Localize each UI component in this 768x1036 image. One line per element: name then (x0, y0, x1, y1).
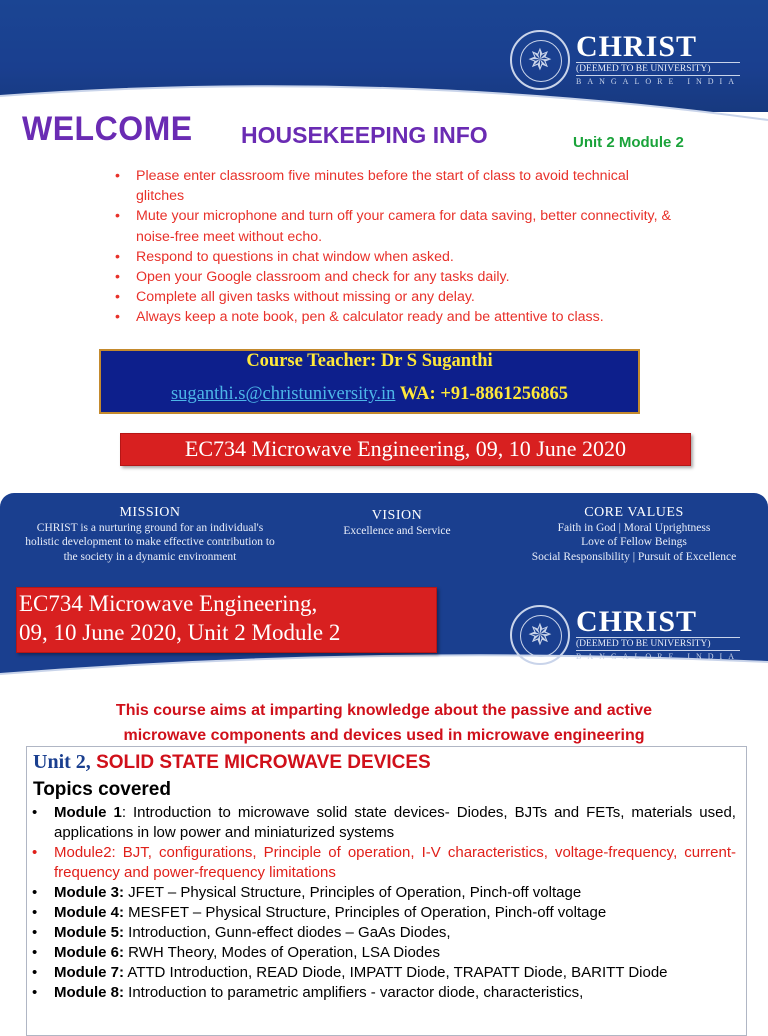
module-label: Module 4: (54, 904, 124, 921)
slide2-title-line: 09, 10 June 2020, Unit 2 Module 2 (19, 620, 341, 645)
logo-location: BANGALORE INDIA (576, 77, 740, 86)
christ-logo (510, 30, 740, 90)
module-text: MESFET – Physical Structure, Principles of Operation, Pinch-off voltage (124, 904, 607, 921)
list-item (31, 903, 736, 923)
module-text: Introduction, Gunn-effect diodes – GaAs Diodes, (124, 924, 451, 941)
list-item: • Please enter classroom five minutes before the start of class to avoid technical glitches (113, 166, 673, 206)
module-text: JFET – Physical Structure, Principles of Operation, Pinch-off voltage (124, 884, 582, 901)
module-label: Module 1 (54, 804, 122, 821)
course-teacher: Course Teacher: Dr S Suganthi (246, 351, 493, 371)
list-item: • Always keep a note book, pen & calculator ready and be attentive to class. (113, 307, 673, 327)
logo-subtitle: (DEEMED TO BE UNIVERSITY) (576, 62, 740, 76)
module-text: Module2: BJT, configurations, Principle of operation, I-V characteristics, voltage-frequency, current-frequency and power-frequency limitations (54, 844, 736, 881)
list-item (31, 883, 736, 903)
vision-text: Excellence and Service (343, 525, 451, 537)
module-label: Module 6: (54, 944, 124, 961)
mission-line: CHRIST is a nurturing ground for an individual's (36, 522, 264, 534)
teacher-whatsapp: WA: +91-8861256865 (399, 384, 569, 404)
housekeeping-list (113, 166, 673, 328)
course-aims (20, 698, 748, 748)
list-item: • Mute your microphone and turn off your camera for data saving, better connectivity, & noise-free meet without echo. (113, 206, 673, 246)
list-item (31, 943, 736, 963)
mission-line: the society in a dynamic environment (63, 550, 237, 563)
logo-location: BANGALORE INDIA (576, 652, 740, 661)
vision-heading: VISION (371, 508, 423, 523)
unit-name: SOLID STATE MICROWAVE DEVICES (90, 752, 431, 773)
course-aims-line: microwave components and devices used in microwave engineering (123, 727, 645, 744)
module-sep: : (121, 804, 126, 821)
slide2-title (19, 589, 437, 647)
list-item (31, 963, 736, 983)
module-text: Introduction to microwave solid state devices- Diodes, BJTs and FETs, materials used, applications in low power and miniaturized systems (54, 804, 736, 841)
list-item (31, 983, 736, 1003)
university-seal-icon: ✵ (510, 605, 570, 665)
unit-module-label: Unit 2 Module 2 (573, 134, 684, 151)
list-item: • Complete all given tasks without missing or any delay. (113, 287, 673, 307)
course-date-title: EC734 Microwave Engineering, 09, 10 June 2020 (184, 436, 627, 461)
unit-comma: , (85, 751, 91, 773)
teacher-contact (99, 384, 640, 405)
core-values-heading: CORE VALUES (584, 505, 684, 520)
university-seal-icon: ✵ (510, 30, 570, 90)
module-text: RWH Theory, Modes of Operation, LSA Diodes (124, 944, 440, 961)
list-item (31, 843, 736, 883)
mission-line: holistic development to make effective contribution to (25, 536, 275, 549)
list-item (31, 803, 736, 843)
logo-name: CHRIST (576, 30, 698, 63)
module-label: Module 8: (54, 984, 124, 1001)
list-item: • Respond to questions in chat window when asked. (113, 247, 673, 267)
list-item: • Open your Google classroom and check for any tasks daily. (113, 267, 673, 287)
welcome-heading: WELCOME (22, 108, 193, 148)
housekeeping-heading: HOUSEKEEPING INFO (241, 122, 488, 148)
module-label: Module 7: (54, 964, 124, 981)
unit-label: Unit 2 (33, 751, 86, 773)
slide2-title-line: EC734 Microwave Engineering, (19, 591, 318, 616)
christ-logo (510, 605, 740, 665)
module-text: Introduction to parametric amplifiers - varactor diode, characteristics, (124, 984, 584, 1001)
module-text: ATTD Introduction, READ Diode, IMPATT Diode, TRAPATT Diode, BARITT Diode (124, 964, 668, 981)
module-label: Module 3: (54, 884, 124, 901)
logo-name: CHRIST (576, 605, 698, 638)
mission-block (4, 505, 296, 564)
topics-heading: Topics covered (33, 779, 171, 800)
teacher-email-link[interactable]: suganthi.s@christuniversity.in (170, 384, 396, 404)
module-list (31, 803, 736, 1003)
module-label: Module 5: (54, 924, 124, 941)
core-value-line: Love of Fellow Beings (581, 536, 687, 549)
mission-heading: MISSION (119, 505, 181, 520)
logo-subtitle: (DEEMED TO BE UNIVERSITY) (576, 637, 740, 651)
vision-block (326, 508, 468, 538)
core-value-line: Faith in God | Moral Uprightness (557, 522, 711, 534)
course-aims-line: This course aims at imparting knowledge about the passive and active (115, 702, 653, 719)
core-values-block (514, 505, 754, 564)
list-item (31, 923, 736, 943)
unit-title (33, 751, 431, 774)
core-value-line: Social Responsibility | Pursuit of Excellence (531, 550, 737, 563)
